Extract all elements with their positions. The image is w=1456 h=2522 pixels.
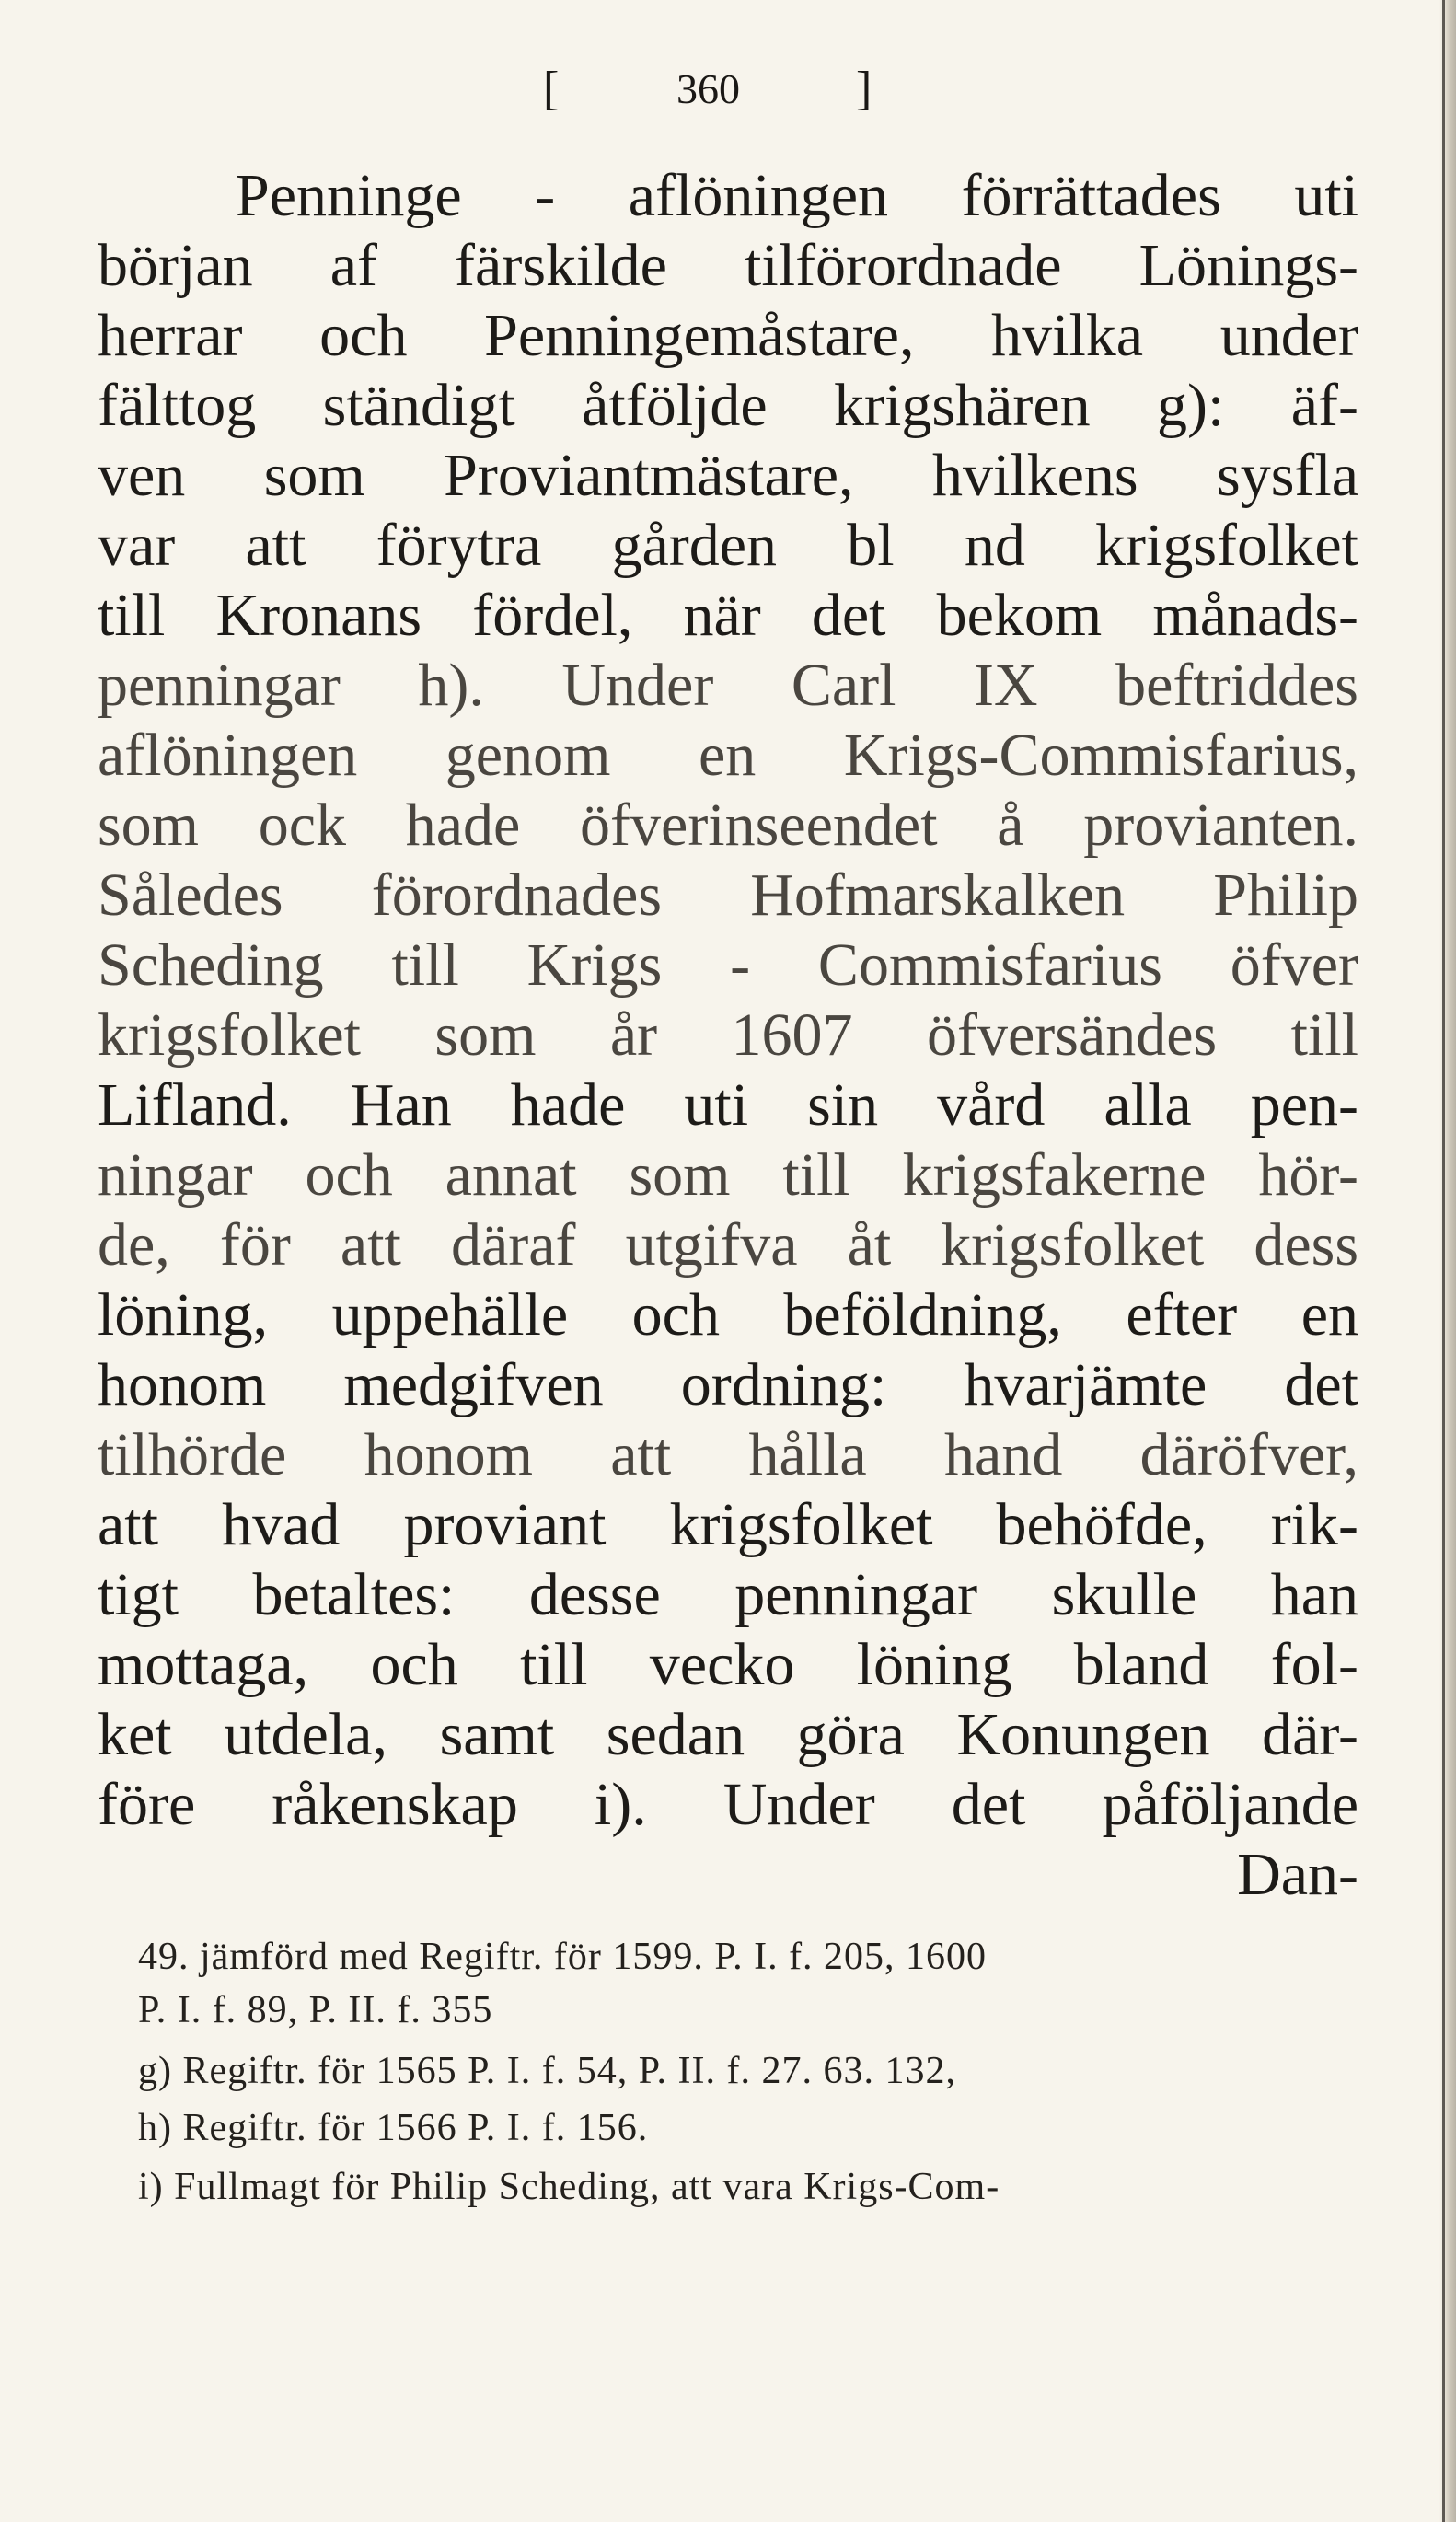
text-line: till Kronans fördel, när det bekom månads- (98, 582, 1358, 649)
text-line: honom medgifven ordning: hvarjämte det (98, 1351, 1358, 1418)
text-line: herrar och Penningemåstare, hvilka under (98, 302, 1358, 369)
footnote-line: g) Regiftr. för 1565 P. I. f. 54, P. II. f. 27. 63. 132, (138, 2050, 956, 2092)
text-line: början af färskilde tilförordnade Lönings- (98, 232, 1358, 299)
page-edge-line (1442, 0, 1445, 2522)
text-line: ningar och annat som till krigsfakerne hör- (98, 1141, 1358, 1209)
text-line: Således förordnades Hofmarskalken Philip (98, 862, 1358, 929)
text-line: Lifland. Han hade uti sin vård alla pen- (98, 1071, 1358, 1139)
footnote-line: h) Regiftr. för 1566 P. I. f. 156. (138, 2107, 649, 2149)
text-line: Scheding till Krigs - Commisfarius öfver (98, 931, 1358, 999)
text-line: löning, uppehälle och beföldning, efter en (98, 1281, 1358, 1348)
catchword: Dan- (1237, 1841, 1358, 1908)
text-line: de, för att däraf utgifva åt krigsfolket dess (98, 1211, 1358, 1278)
text-line: ket utdela, samt sedan göra Konungen där- (98, 1701, 1358, 1768)
text-line: aflöningen genom en Krigs-Commisfarius, (98, 722, 1358, 789)
text-line: fälttog ständigt åtföljde krigshären g): äf- (98, 372, 1358, 439)
text-line: tilhörde honom att hålla hand däröfver, (98, 1421, 1358, 1488)
footnote-line: 49. jämförd med Regiftr. för 1599. P. I. f. 205, 1600 (138, 1936, 988, 1978)
text-line: ven som Proviantmästare, hvilkens sysfla (98, 442, 1358, 509)
text-line: Penninge - aflöningen förrättades uti (236, 162, 1358, 229)
header-bracket-right: ] (856, 63, 872, 115)
page-header (543, 57, 930, 121)
footnote-line: P. I. f. 89, P. II. f. 355 (138, 1989, 493, 2031)
text-line: före råkenskap i). Under det påföljande (98, 1771, 1358, 1838)
text-line: att hvad proviant krigsfolket behöfde, rik- (98, 1491, 1358, 1558)
text-line: som ock hade öfverinseendet å provianten. (98, 792, 1358, 859)
body-text (98, 155, 1358, 1922)
footnote-line: i) Fullmagt för Philip Scheding, att vara Krigs-Com- (138, 2166, 1000, 2208)
text-line: krigsfolket som år 1607 öfversändes till (98, 1001, 1358, 1069)
text-line: tigt betaltes: desse penningar skulle han (98, 1561, 1358, 1628)
footnotes (138, 1928, 1353, 2296)
text-line: penningar h). Under Carl IX beftriddes (98, 652, 1358, 719)
text-line: mottaga, och till vecko löning bland fol- (98, 1631, 1358, 1698)
page-number: 360 (676, 65, 740, 112)
header-bracket-left: [ (543, 63, 560, 115)
text-line: var att förytra gården bl nd krigsfolket (98, 512, 1358, 579)
